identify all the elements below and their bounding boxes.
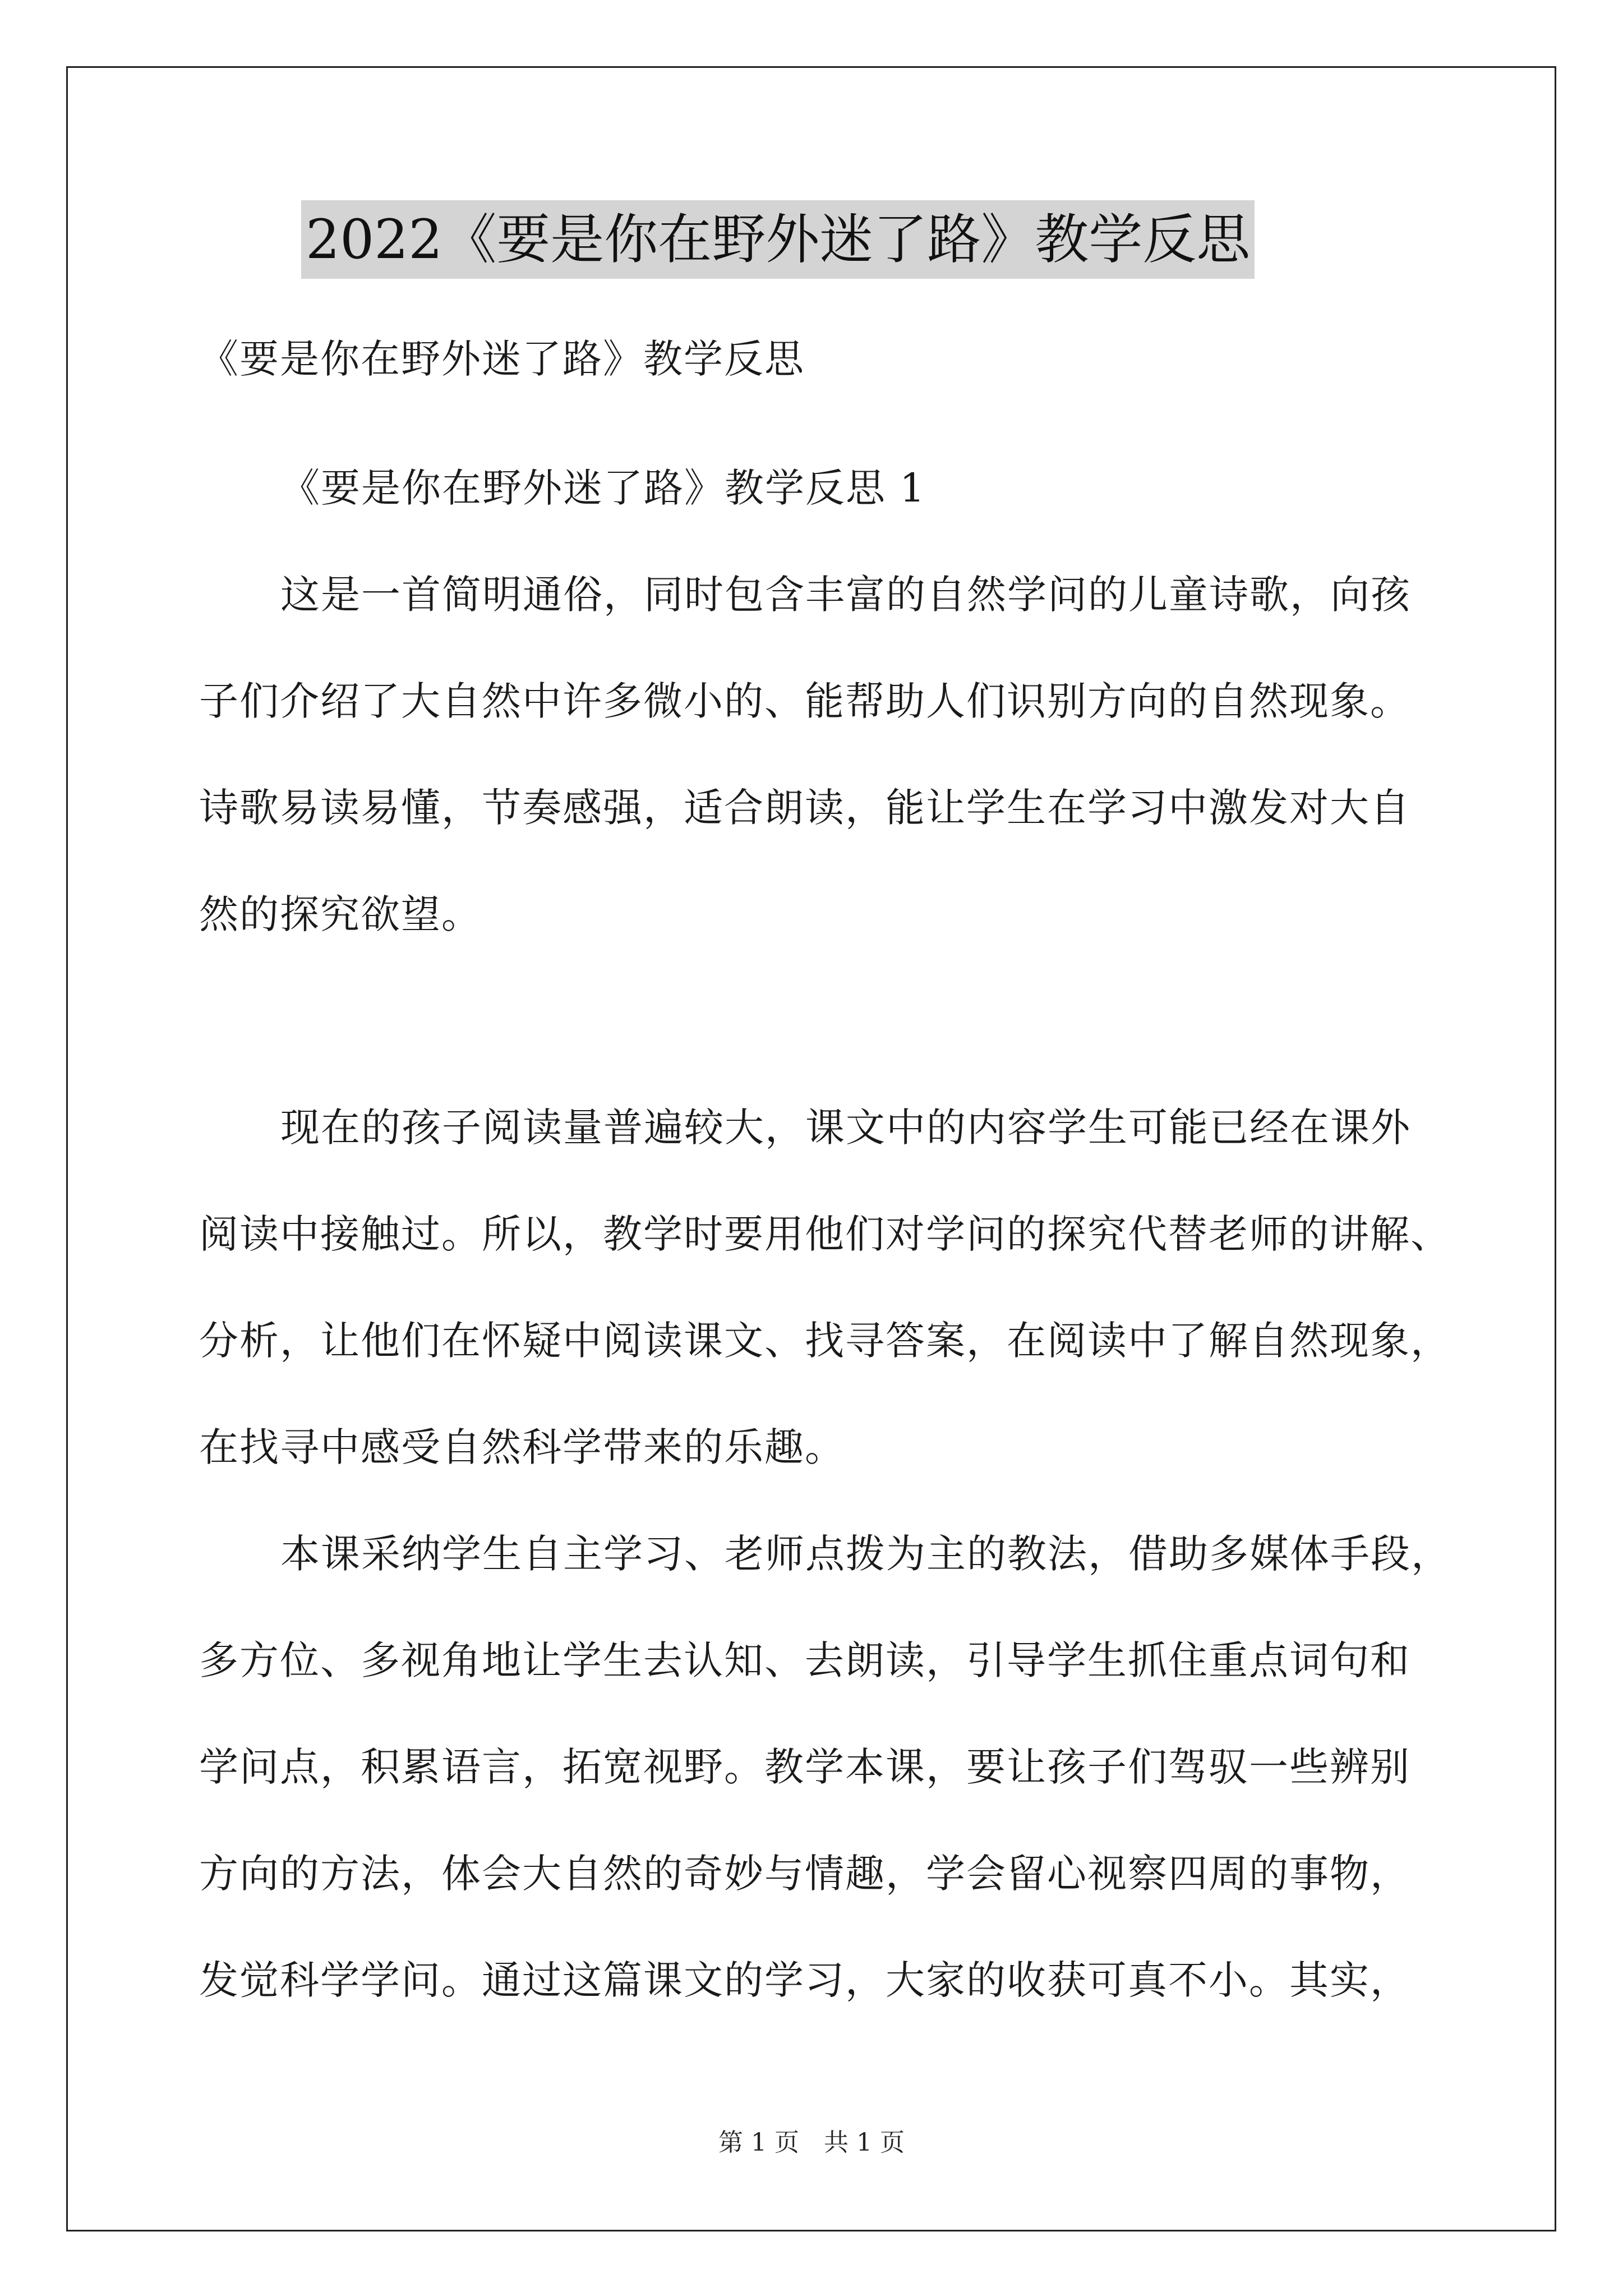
section-heading: 《要是你在野外迷了路》教学反思 1: [280, 465, 926, 511]
paragraph-line: 分析，让他们在怀疑中阅读课文、找寻答案，在阅读中了解自然现象，: [199, 1318, 1451, 1364]
document-subtitle: 《要是你在野外迷了路》教学反思: [199, 336, 805, 382]
paragraph-line: 这是一首简明通俗，同时包含丰富的自然学问的儿童诗歌，向孩: [280, 572, 1411, 618]
paragraph-line: 然的探究欲望。: [199, 891, 482, 937]
paragraph-line: 子们介绍了大自然中许多微小的、能帮助人们识别方向的自然现象。: [199, 678, 1410, 724]
paragraph-line: 阅读中接触过。所以，教学时要用他们对学问的探究代替老师的讲解、: [199, 1211, 1451, 1257]
paragraph-line: 方向的方法，体会大自然的奇妙与情趣，学会留心视察四周的事物，: [199, 1851, 1410, 1897]
paragraph-line: 诗歌易读易懂，节奏感强，适合朗读，能让学生在学习中激发对大自: [199, 785, 1410, 831]
paragraph-line: 发觉科学学问。通过这篇课文的学习，大家的收获可真不小。其实，: [199, 1957, 1410, 2003]
paragraph-line: 学问点，积累语言，拓宽视野。教学本课，要让孩子们驾驭一些辨别: [199, 1744, 1410, 1790]
page-footer: 第 1 页 共 1 页: [718, 2128, 905, 2157]
paragraph-line: 在找寻中感受自然科学带来的乐趣。: [199, 1424, 845, 1470]
paragraph-line: 多方位、多视角地让学生去认知、去朗读，引导学生抓住重点词句和: [199, 1637, 1410, 1683]
paragraph-line: 本课采纳学生自主学习、老师点拨为主的教法，借助多媒体手段，: [280, 1531, 1451, 1577]
document-title: 2022《要是你在野外迷了路》教学反思: [301, 200, 1255, 279]
paragraph-line: 现在的孩子阅读量普遍较大，课文中的内容学生可能已经在课外: [280, 1105, 1411, 1151]
